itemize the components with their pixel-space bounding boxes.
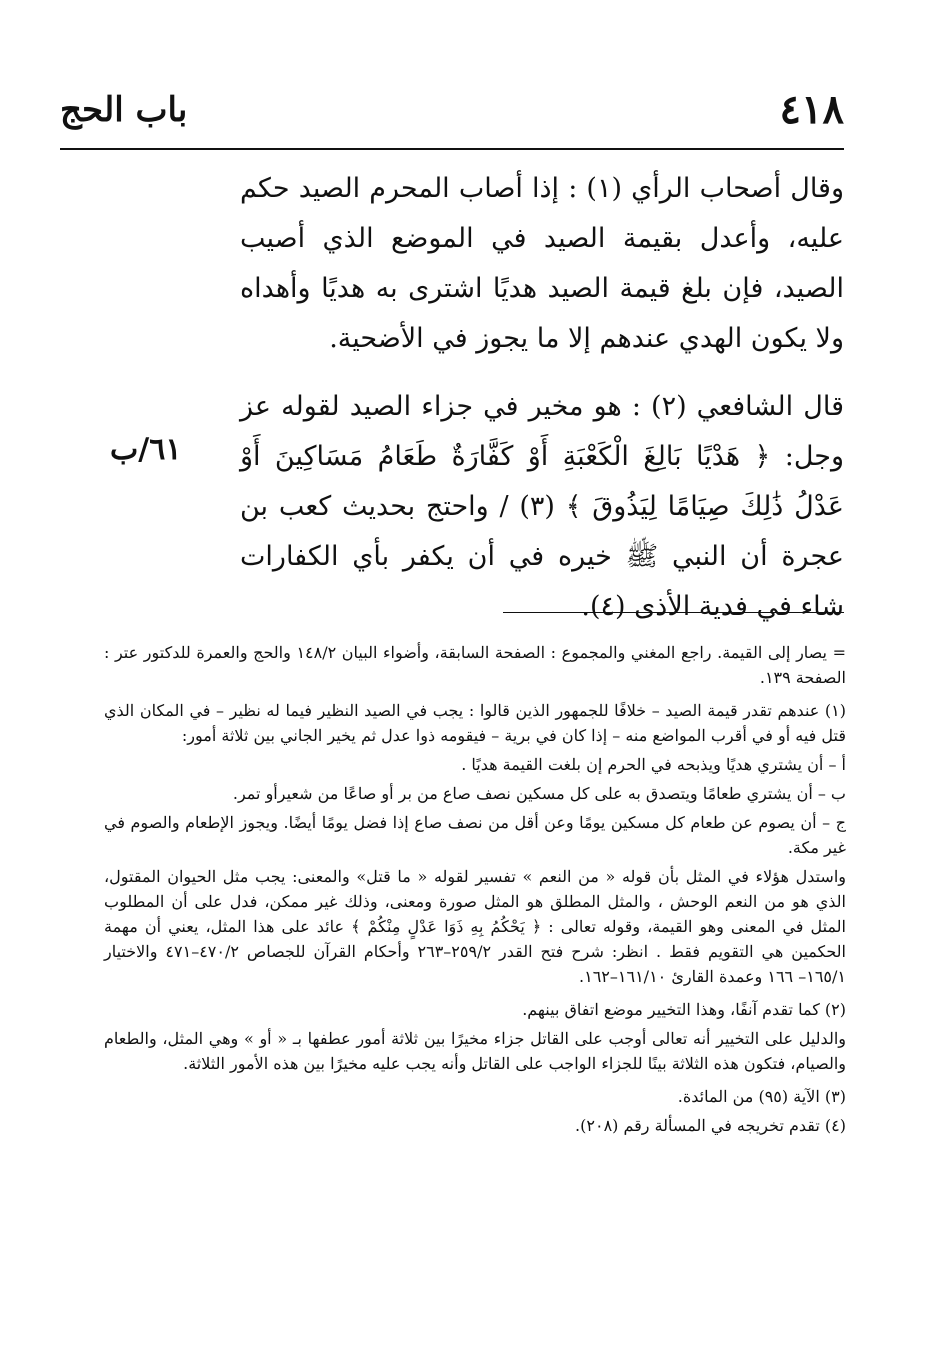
footnote-continuation: = يصار إلى القيمة. راجع المغني والمجموع : الصفحة السابقة، وأضواء البيان ١٤٨/٢ والحج والعمرة للدكتور عتر : الصفحة ١٣٩. [104,643,846,687]
main-paragraph-1: وقال أصحاب الرأي (١) : إذا أصاب المحرم الصيد حكم عليه، وأعدل بقيمة الصيد في الموضع الذي أصيب الصيد، فإن بلغ قيمة الصيد هديًا اشترى به هديًا وأهداه ولا يكون الهدي عندهم إلا ما يجوز في الأضحية. [240,173,844,354]
footnote-4: (٤) تقدم تخريجه في المسألة رقم (٢٠٨). [575,1116,846,1135]
footnote-1: (١) عندهم تقدر قيمة الصيد – خلافًا للجمهور الذين قالوا : يجب في الصيد النظير فيما له نظير – في المكان الذي قتل فيه أو في أقرب المواضع منه – إذا كان في برية – فيقومه ذوا عدل ثم يخير الجاني بين ثلاثة أمور: [104,701,846,745]
footnote-1-item-b: ب – أن يشتري طعامًا ويتصدق به على كل مسكين نصف صاع من بر أو صاعًا من شعيرأو تمر. [232,784,846,803]
footnote-2: (٢) كما تقدم آنفًا، وهذا التخيير موضع اتفاق بينهم. [522,1000,846,1019]
footnote-1-item-a: أ – أن يشتري هديًا ويذبحه في الحرم إن بلغت القيمة هديًا . [461,755,846,774]
footnote-separator [503,612,844,613]
header-rule [60,148,844,150]
main-text [240,164,844,632]
footnote-3: (٣) الآية (٩٥) من المائدة. [677,1087,846,1106]
footnote-1-item-c: ج – أن يصوم عن طعام كل مسكين يومًا وعن أقل من نصف صاع إذا فضل يومًا أيضًا. ويجوز الإطعام والصوم في غير مكة. [104,813,846,857]
chapter-title: باب الحج [60,90,188,130]
footnote-2-reasoning: والدليل على التخيير أنه تعالى أوجب على القاتل جزاء مخيرًا بين ثلاثة أمور عطفها بـ « أو » وهي المثل، والطعام والصيام، فتكون هذه الثلاثة بينًا للجزاء الواجب على القاتل وأنه يجب عليه مخيرًا بين هذه الأمور الثلاثة. [104,1029,846,1073]
footnotes [104,640,846,1146]
page-header [60,84,844,146]
footnote-1-reasoning: واستدل هؤلاء في المثل بأن قوله « من النعم » تفسير لقوله « ما قتل» والمعنى: يجب مثل الحيوان المقتول، الذي هو من النعم الوحش ، والمثل المطلق هو المثل صورة ومعنى، وذلك غير ممكن، فدل على أن المطلوب المثل في المعنى وهو القيمة، وقوله تعالى : ﴿ يَحْكُمُ بِهِ ذَوَا عَدْلٍ مِنْكُمْ ﴾ عائد على هذا المثل، يعني أن مهمة الحكمين هي التقويم فقط . انظر: شرح فتح القدر ٢٥٩/٢–٢٦٣ وأحكام القرآن للجصاص ٤٧٠/٢–٤٧١ والاختيار ١٦٥/١– ١٦٦ وعمدة القارئ ١٦١/١٠–١٦٢. [104,867,846,986]
manuscript-folio-marker: ٦١/ب [110,432,182,467]
page-number: ٤١٨ [779,86,844,133]
main-paragraph-2: قال الشافعي (٢) : هو مخير في جزاء الصيد لقوله عز وجل: ﴿ هَدْيًا بَالِغَ الْكَعْبَةِ أَوْ كَفَّارَةٌ طَعَامُ مَسَاكِينَ أَوْ عَدْلُ ذَٰلِكَ صِيَامًا لِيَذُوقَ ﴾ (٣) / واحتج بحديث كعب بن عجرة أن النبي ﷺ خيره في أن يكفر بأي الكفارات شاء في فدية الأذى (٤). [240,391,844,622]
